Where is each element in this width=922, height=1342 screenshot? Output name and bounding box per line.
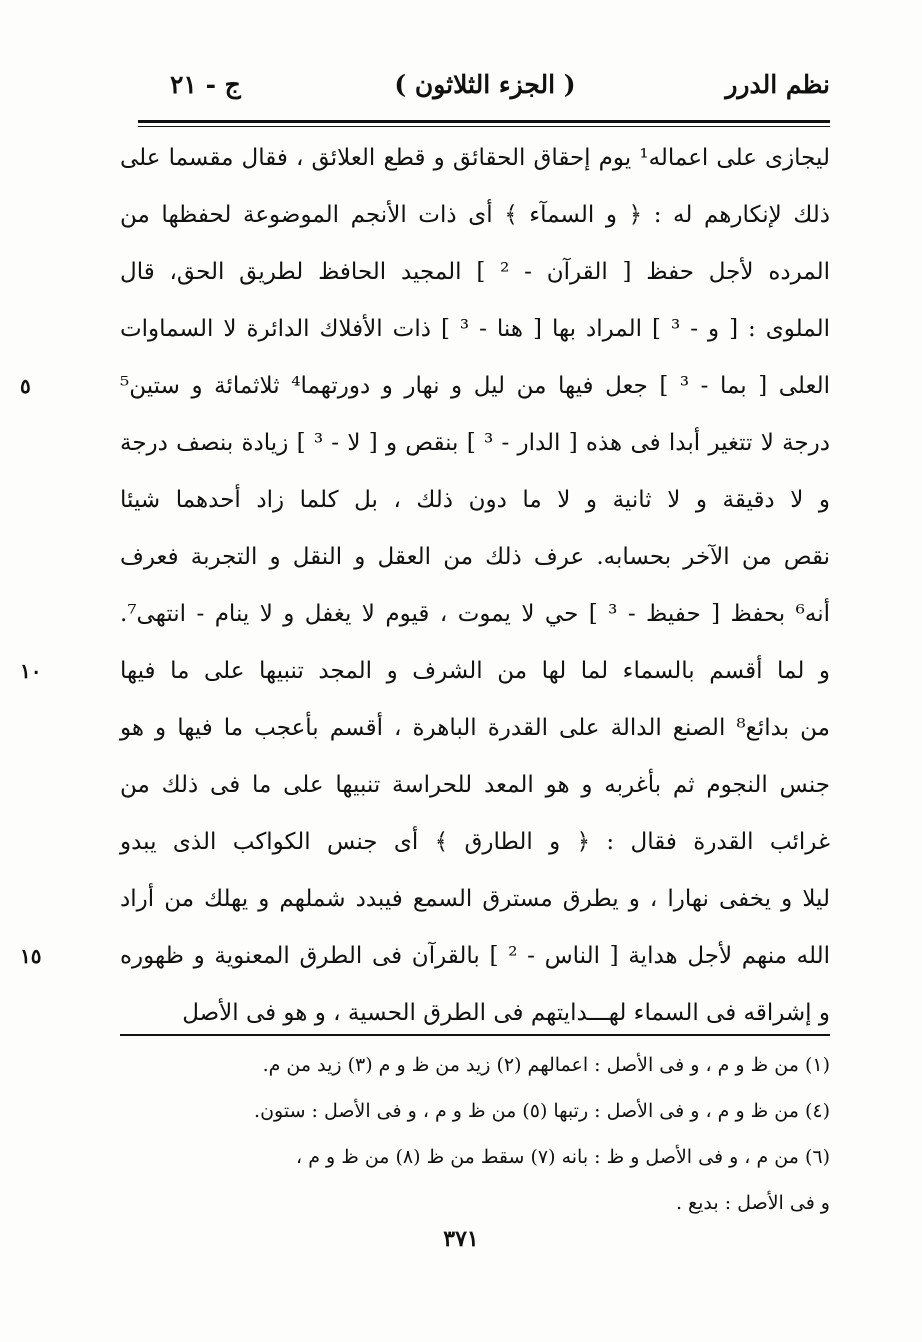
text-line: و لما أقسم بالسماء لما لها من الشرف و المجد تنبيها على ما فيها ١٠ — [120, 643, 830, 700]
line-number: ٥ — [20, 374, 31, 398]
text-line: الملوى : [ و - ³ ] المراد بها [ هنا - ³ ] ذات الأفلاك الدائرة لا السماوات — [120, 316, 830, 342]
text-line: العلى [ بما - ³ ] جعل فيها من ليل و نهار و دورتهما⁴ ثلاثمائة و ستين⁵ ٥ — [120, 358, 830, 415]
footnote-line: و فى الأصل : بديع . — [675, 1192, 830, 1214]
text-line: الله منهم لأجل هداية [ الناس - ² ] بالقرآن فى الطرق المعنوية و ظهوره ١٥ — [120, 928, 830, 985]
text-line: غرائب القدرة فقال : ﴿ و الطارق ﴾ أى جنس الكواكب الذى يبدو — [120, 829, 830, 855]
footnote-rule — [120, 1034, 830, 1036]
text-line: ليجازى على اعماله¹ يوم إحقاق الحقائق و قطع العلائق ، فقال مقسما على — [120, 145, 830, 171]
header-rule-thick — [138, 120, 830, 123]
text-line: ذلك لإنكارهم له : ﴿ و السمآء ﴾ أى ذات الأنجم الموضوعة لحفظها من — [120, 202, 830, 228]
text-line: جنس النجوم ثم بأغربه و هو المعد للحراسة تنبيها على ما فى ذلك من — [120, 772, 830, 798]
line-number: ١٠ — [20, 659, 42, 683]
page-number: ٣٧١ — [443, 1226, 479, 1252]
header-part-title: ( الجزء الثلاثون ) — [394, 70, 576, 99]
line-number: ١٥ — [20, 944, 42, 968]
text-line: من بدائع⁸ الصنع الدالة على القدرة الباهرة ، أقسم بأعجب ما فيها و هو — [120, 715, 830, 741]
main-text — [20, 130, 831, 1042]
text-line: درجة لا تتغير أبدا فى هذه [ الدار - ³ ] بنقص و [ لا - ³ ] زيادة بنصف درجة — [120, 430, 830, 456]
text-line: المرده لأجل حفظ [ القرآن - ² ] المجيد الحافظ لطريق الحق، قال — [120, 259, 830, 285]
footnote-line: (٦) من م ، و فى الأصل و ظ : بانه (٧) سقط من ظ (٨) من ظ و م ، — [296, 1146, 830, 1168]
running-header — [140, 62, 830, 112]
footnotes — [120, 1042, 830, 1226]
footnote-line: (١) من ظ و م ، و فى الأصل : اعمالهم (٢) زيد من ظ و م (٣) زيد من م. — [262, 1054, 830, 1076]
text-line: ليلا و يخفى نهارا ، و يطرق مسترق السمع فيبدد شملهم و يهلك من أراد — [120, 886, 830, 912]
footnote-line: (٤) من ظ و م ، و فى الأصل : رتبها (٥) من ظ و م ، و فى الأصل : ستون. — [254, 1100, 830, 1122]
text-line: و إشراقه فى السماء لهـــدايتهم فى الطرق الحسية ، و هو فى الأصل — [182, 1000, 830, 1026]
header-volume: ج - ٢١ — [170, 70, 241, 99]
text-line: نقص من الآخر بحسابه. عرف ذلك من العقل و النقل و التجربة فعرف — [120, 544, 830, 570]
header-rule-thin — [138, 126, 830, 127]
text-line: و لا دقيقة و لا ثانية و لا ما دون ذلك ، بل كلما زاد أحدهما شيئا — [120, 487, 830, 513]
text-line: أنه⁶ بحفظ [ حفيظ - ³ ] حي لا يموت ، قيوم لا يغفل و لا ينام - انتهى⁷. — [120, 601, 831, 627]
header-book-title: نظم الدرر — [725, 70, 830, 99]
